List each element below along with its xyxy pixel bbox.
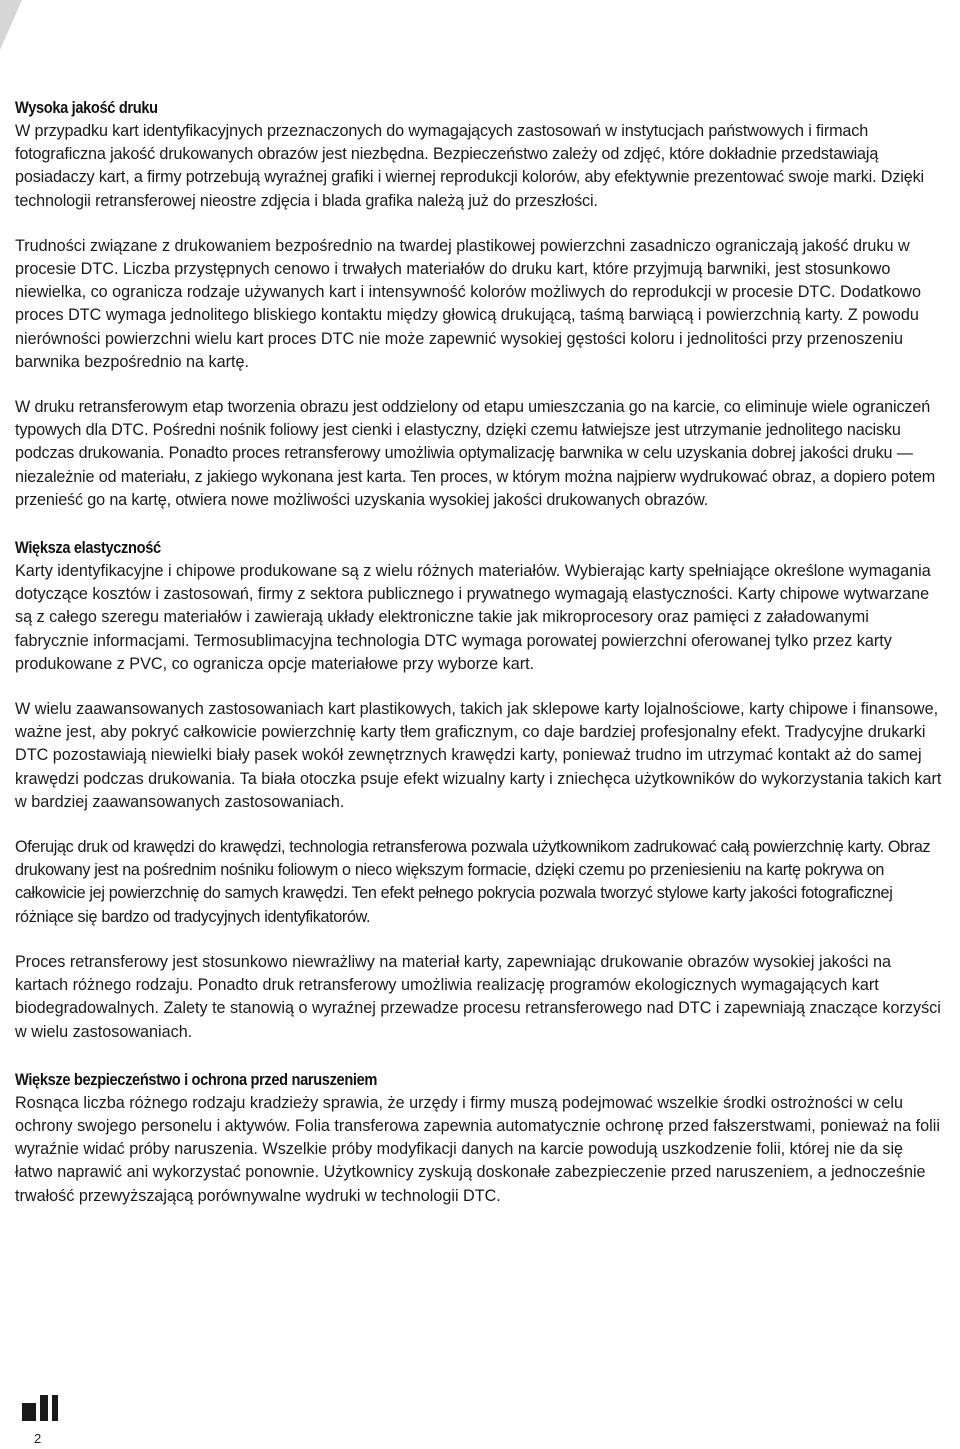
section-heading: Większe bezpieczeństwo i ochrona przed naruszeniem: [15, 1069, 378, 1089]
section-heading: Wysoka jakość druku: [15, 98, 158, 117]
section-heading: Większa elastyczność: [15, 538, 161, 558]
paragraph: Rosnąca liczba różnego rodzaju kradzieży sprawia, że urzędy i firmy muszą podejmować wszelkie środki ostrożności w celu ochrony swojego personelu i aktywów. Folia transferowa zapewnia automatycznie ochronę przed fałszerstwami, ponieważ na folii wyraźnie widać próby naruszenia. Wszelkie próby modyfikacji danych na karcie powodują uszkodzenie folii, której nie da się łatwo naprawić ani wykorzystać ponownie. Użytkownicy zyskują doskonałe zabezpieczenie przed naruszeniem, a jednocześnie trwałość przewyższającą porównywalne wydruki w technologii DTC.: [15, 1093, 940, 1205]
page-number: 2: [34, 1431, 42, 1446]
paragraph: W wielu zaawansowanych zastosowaniach kart plastikowych, takich jak sklepowe karty lojalnościowe, karty chipowe i finansowe, ważne jest, aby pokryć całkowicie powierzchnię karty tłem graficznym, co daje bardziej profesjonalny efekt. Tradycyjne drukarki DTC pozostawiają niewielki biały pasek wokół zewnętrznych krawędzi karty, ponieważ trudno im utrzymać kontakt aż do samej krawędzi podczas drukowania. Ta biała otoczka psuje efekt wizualny karty i zniechęca użytkowników do wykorzystania takich kart w bardziej zaawansowanych zastosowaniach.: [15, 700, 942, 811]
paragraph: Karty identyfikacyjne i chipowe produkowane są z wielu różnych materiałów. Wybierając karty spełniające określone wymagania dotyczące kosztów i zastosowań, firmy z sektora publicznego i prywatnego wymagają elastyczności. Karty chipowe wytwarzane są z całego szeregu materiałów i zawierają układy elektroniczne takie jak mikroprocesory oraz pamięci z załadowanymi fabrycznie informacjami. Termosublimacyjna technologia DTC wymaga porowatej powierzchni oferowanej tylko przez karty produkowane z PVC, co ogranicza opcje materiałowe przy wyborze kart.: [15, 562, 931, 673]
paragraph: W druku retransferowym etap tworzenia obrazu jest oddzielony od etapu umieszczania go na karcie, co eliminuje wiele ograniczeń typowych dla DTC. Pośredni nośnik foliowy jest cienki i elastyczny, dzięki czemu łatwiejsze jest utrzymanie jednolitego nacisku podczas drukowania. Ponadto proces retransferowy umożliwia optymalizację barwnika w celu uzyskania dobrej jakości druku — niezależnie od materiału, z jakiego wykonana jest karta. Ten proces, w którym można najpierw wydrukować obraz, a dopiero potem przenieść go na kartę, otwiera nowe możliwości uzyskania wysokiej jakości drukowanych obrazów.: [15, 398, 936, 509]
paragraph: Oferując druk od krawędzi do krawędzi, technologia retransferowa pozwala użytkownikom zadrukować całą powierzchnię karty. Obraz drukowany jest na pośrednim nośniku foliowym o nieco większym formacie, dzięki czemu po przeniesieniu na kartę pokrywa on całkowicie jej powierzchnię do samych krawędzi. Ten efekt pełnego pokrycia pozwala tworzyć stylowe karty jakości fotograficznej różniące się bardzo od tradycyjnych identyfikatorów.: [15, 838, 931, 926]
corner-decoration: [0, 0, 22, 50]
paragraph: Proces retransferowy jest stosunkowo niewrażliwy na materiał karty, zapewniając drukowanie obrazów wysokiej jakości na kartach różnego rodzaju. Ponadto druk retransferowy umożliwia realizację programów ekologicznych wymagających kart biodegradowalnych. Zalety te stanowią o wyraźnej przewadze procesu retransferowego nad DTC i zapewniają znaczące korzyści w wielu zastosowaniach.: [15, 952, 941, 1041]
section-print-quality: [15, 96, 945, 512]
paragraph: W przypadku kart identyfikacyjnych przeznaczonych do wymagających zastosowań w instytucjach państwowych i firmach fotograficzna jakość drukowanych obrazów jest niezbędna. Bezpieczeństwo zależy od zdjęć, które dokładnie przedstawiają posiadaczy kart, a firmy potrzebują wyraźnej grafiki i wiernej reprodukcji kolorów, aby efektywnie prezentować swoje marki. Dzięki technologii retransferowej nieostre zdjęcia i blada grafika należą już do przeszłości.: [15, 122, 924, 210]
document-body: [15, 96, 945, 1208]
brand-mark-icon: [22, 1395, 62, 1421]
section-flexibility: [15, 536, 945, 1044]
paragraph: Trudności związane z drukowaniem bezpośrednio na twardej plastikowej powierzchni zasadniczo ograniczają jakość druku w procesie DTC. Liczba przystępnych cenowo i trwałych materiałów do druku kart, które przyjmują barwniki, jest stosunkowo niewielka, co ogranicza rodzaje używanych kart i intensywność kolorów możliwych do reprodukcji w procesie DTC. Dodatkowo proces DTC wymaga jednolitego bliskiego kontaktu między głowicą drukującą, taśmą barwiącą i powierzchnią karty. Z powodu nierówności powierzchni wielu kart proces DTC nie może zapewnić wysokiej gęstości koloru i jednolitości przy przenoszeniu barwnika bezpośrednio na kartę.: [15, 236, 921, 371]
section-security: [15, 1068, 945, 1208]
